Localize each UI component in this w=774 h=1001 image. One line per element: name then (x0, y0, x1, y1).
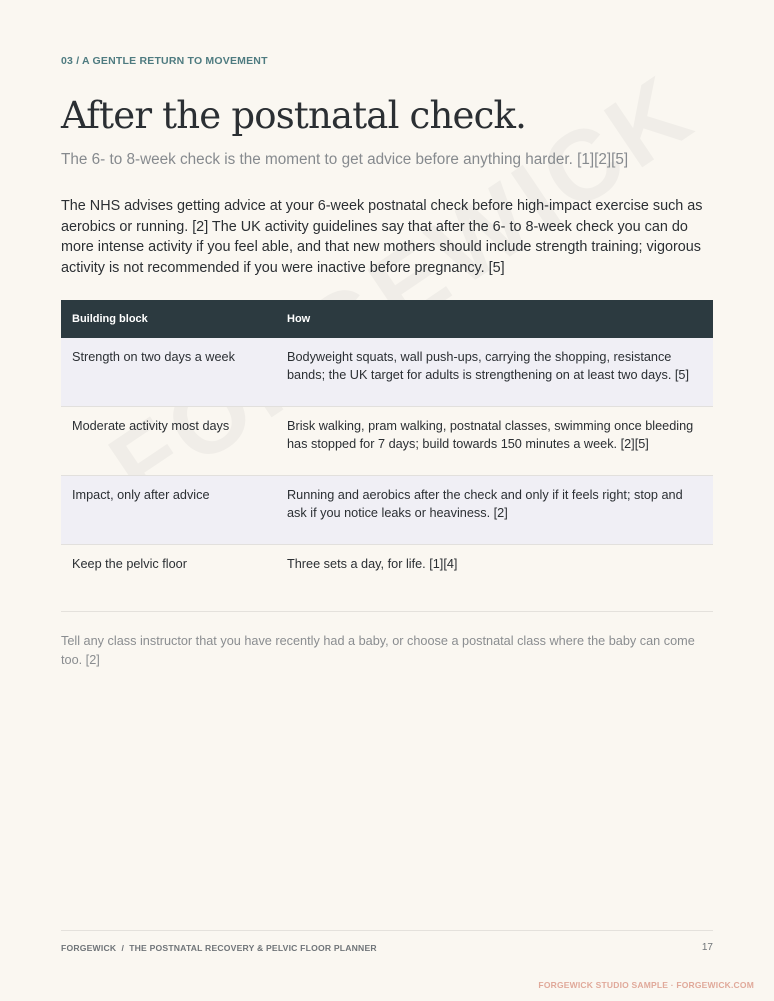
page-subtitle: The 6- to 8-week check is the moment to get advice before anything harder. [1][2][5] (61, 151, 629, 168)
page-number: 17 (701, 942, 713, 953)
column-header-how: How (276, 300, 713, 338)
table-row (61, 338, 713, 407)
table-cell-block: Strength on two days a week (61, 338, 276, 407)
table-cell-block: Moderate activity most days (61, 407, 276, 476)
table-row (61, 545, 713, 614)
body-paragraph: The NHS advises getting advice at your 6-week postnatal check before high-impact exercise such as aerobics or running. [2] The UK activity guidelines say that after the 6- to 8-week check you can do more intense activity if you feel able, and that new mothers should include strength training; vigorous activity is not recommended if you were inactive before pregnancy. [5] (61, 198, 703, 276)
table-cell-how: Brisk walking, pram walking, postnatal classes, swimming once bleeding has stopped for 7 days; build towards 150 minutes a week. [2][5] (276, 407, 713, 476)
footer-divider (61, 930, 713, 931)
page-title: After the postnatal check. (61, 94, 527, 137)
sample-credit: FORGEWICK STUDIO SAMPLE · FORGEWICK.COM (538, 980, 754, 990)
section-kicker: 03 / A GENTLE RETURN TO MOVEMENT (61, 55, 268, 67)
table-cell-how: Bodyweight squats, wall push-ups, carrying the shopping, resistance bands; the UK target for adults is strengthening on at least two days. [5] (276, 338, 713, 407)
section-divider (61, 611, 713, 612)
footer-running-title: FORGEWICK / THE POSTNATAL RECOVERY & PELVIC FLOOR PLANNER (61, 943, 377, 953)
footnote-text: Tell any class instructor that you have recently had a baby, or choose a postnatal class where the baby can come too. [2] (61, 634, 695, 667)
table-cell-how: Three sets a day, for life. [1][4] (287, 557, 458, 571)
table-cell-how: Running and aerobics after the check and only if it feels right; stop and ask if you notice leaks or heaviness. [2] (276, 476, 713, 545)
table-cell-block: Impact, only after advice (61, 476, 276, 545)
column-header-building-block: Building block (61, 300, 276, 338)
page (61, 0, 713, 1001)
table-header-row (61, 300, 713, 338)
table-row (61, 476, 713, 545)
table-cell-block: Keep the pelvic floor (72, 557, 187, 571)
table-row (61, 407, 713, 476)
building-blocks-table (61, 300, 713, 613)
